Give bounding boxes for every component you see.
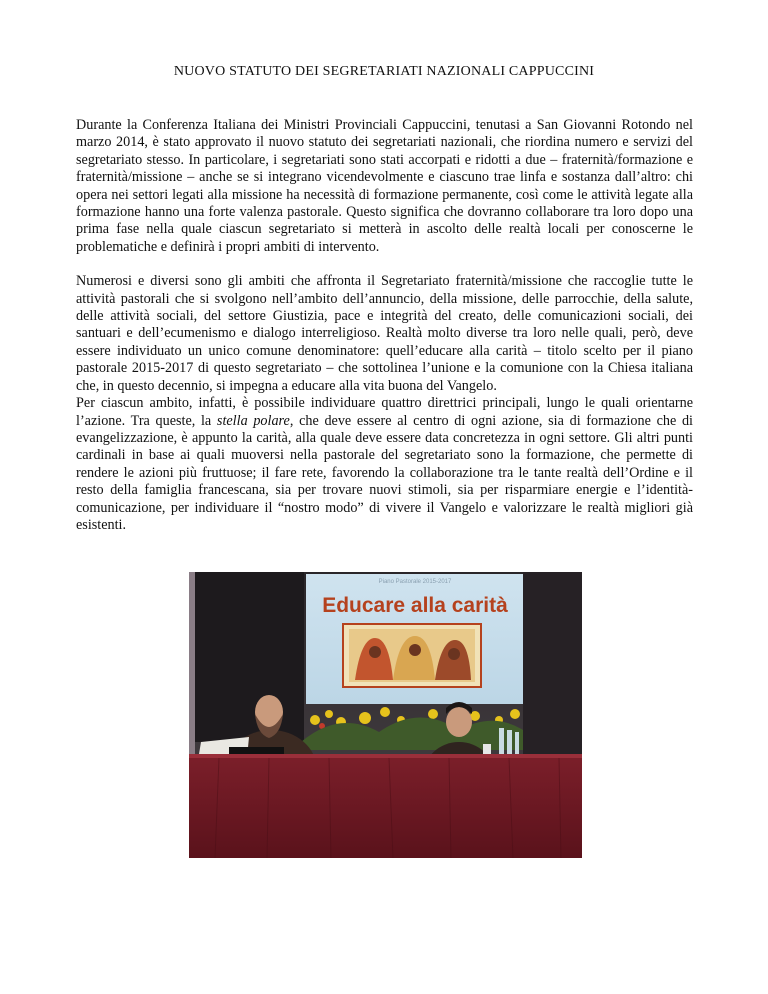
paragraph-3-part-1: Per ciascun ambito, infatti, è possibile individuare quattro direttrici principali, lungo le quali orientarne l’azione. Tra queste, la [76,395,693,429]
paragraph-3-part-2: , che deve essere al centro di ogni azione, sia di formazione che di evangelizzazione, è appunto la carità, alla quale deve essere data concretezza in ogni settore. Gli altri punti cardinali in base ai quali muoversi nella pastorale del segretariato sono la formazione, che permette di rendere le azioni più fruttuose; il fare rete, favorendo la collaborazione tra le tante realtà dell’Ordine e il resto della famiglia francescana, sia per trovare nuovi stimoli, sia per risparmiare energie e l’identità-comunicazione, per individuare il “nostro modo” di vivere il Vangelo e valorizzare le realtà migliori già esistenti. [76,412,693,533]
document-body [76,117,693,551]
document-title: NUOVO STATUTO DEI SEGRETARIATI NAZIONALI CAPPUCCINI [173,64,595,79]
paragraph-3-emphasis: stella polare [216,412,290,429]
conference-photo [189,572,582,858]
screen-header: Piano Pastorale 2015-2017 [378,579,452,585]
paragraph-1: Durante la Conferenza Italiana dei Ministri Provinciali Cappuccini, tenutasi a San Giovanni Rotondo nel marzo 2014, è stato approvato il nuovo statuto dei segretariati nazionali, che riordina numero e servizi del segretariato stesso. In particolare, i segretariati sono stati accorpati e ridotti a due – fraternità/formazione e fraternità/missione – anche se si integrano vicendevolmente e ciascuno trae linfa e sostanza dall’altro: chi opera nei settori legati alla missione ha necessità di formazione permanente, così come le attività legate alla formazione hanno una forte valenza pastorale. Questo significa che dovranno collaborare tra loro dopo una prima fase nella quale ciascun segretariato si metterà in ascolto delle realtà locali per conoscerne le problematiche e definirà i propri ambiti di intervento. [76,117,693,255]
screen-title: Educare alla carità [322,594,508,617]
paragraph-3 [76,395,693,534]
paragraph-2: Numerosi e diversi sono gli ambiti che affronta il Segretariato fraternità/missione che raccoglie tutte le attività pastorali che si svolgono nell’ambito dell’annuncio, della missione, delle parrocchie, della salute, delle attività sociali, del settore Giustizia, pace e integrità del creato, delle comunicazioni sociali, dei santuari e dell’ecumenismo e dialogo interreligioso. Realtà molto diverse tra loro nelle quali, però, deve essere individuato un unico comune denominatore: quell’educare alla carità – titolo scelto per il piano pastorale 2015-2017 di questo segretariato – che sottolinea l’unione e la comunione con la Chiesa italiana che, in questo decennio, si impegna a educare alla vita buona del Vangelo. [76,273,693,394]
